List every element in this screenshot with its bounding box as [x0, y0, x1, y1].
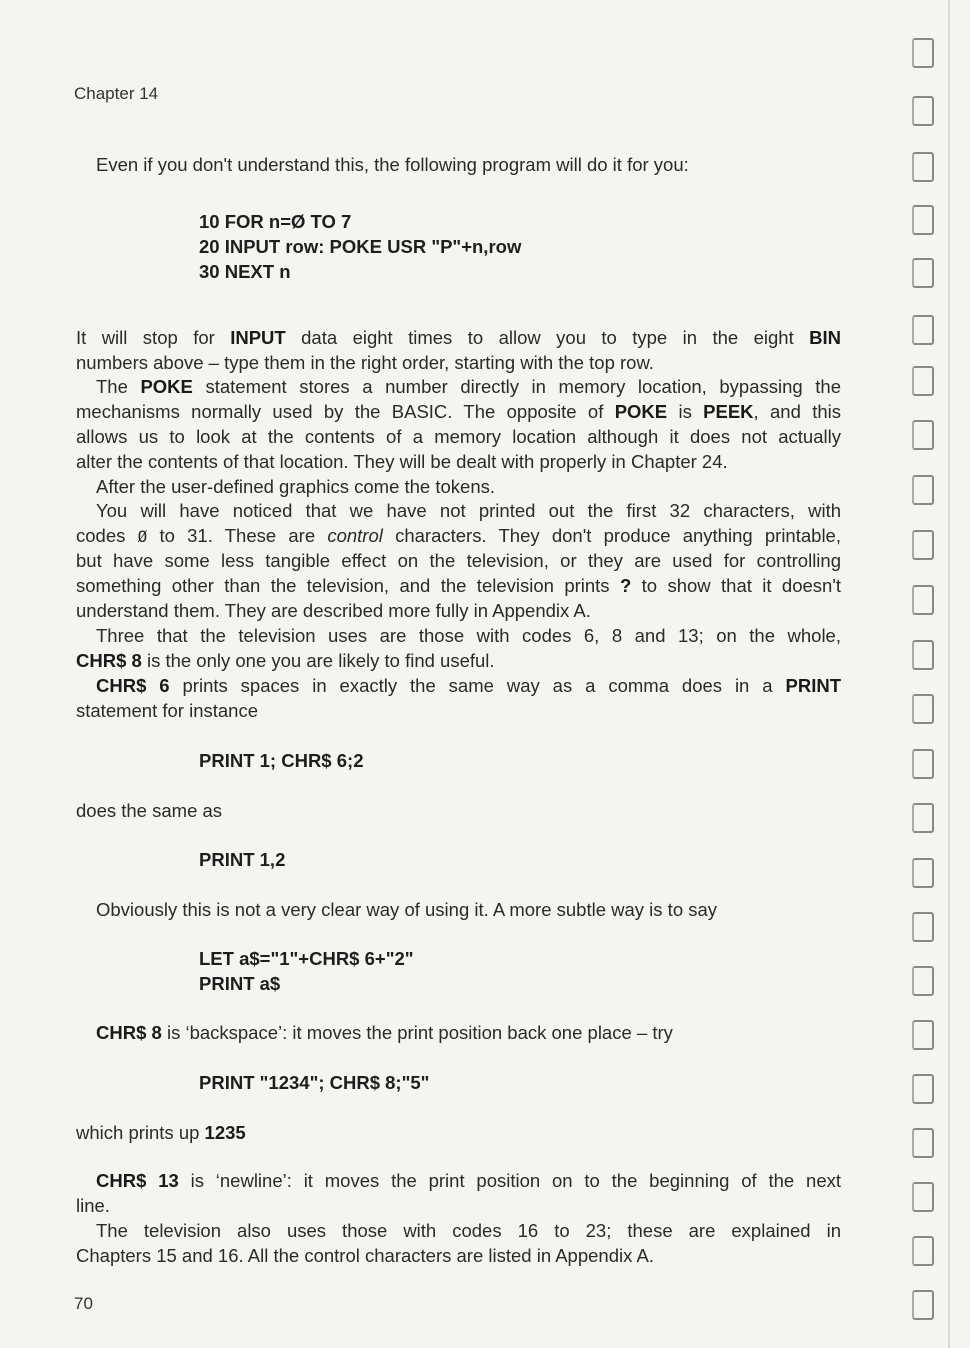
paragraph-television-line2: Chapters 15 and 16. All the control characters are listed in Appendix A.	[76, 1245, 654, 1266]
binding-ring	[912, 475, 934, 505]
text-does-same-as: does the same as	[76, 800, 223, 821]
binding-ring	[912, 912, 934, 942]
binding-ring	[912, 530, 934, 560]
paragraph-poke-line1: The POKE statement stores a number directly in memory location, bypassing the	[96, 376, 841, 397]
binding-ring	[912, 803, 934, 833]
paragraph-chr6-line2: statement for instance	[76, 700, 259, 721]
paragraph-control-line4: something other than the television, and the television prints ? to show that it doesn't	[76, 575, 841, 596]
binding-ring	[912, 966, 934, 996]
binding-ring	[912, 858, 934, 888]
program-line-20: 20 INPUT row: POKE USR "P"+n,row	[199, 236, 522, 257]
paragraph-control-line2: codes Ø to 31. These are control characters. They don't produce anything printable,	[76, 525, 841, 546]
code-let-a: LET a$="1"+CHR$ 6+"2"	[199, 948, 414, 969]
program-line-30: 30 NEXT n	[199, 261, 291, 282]
paragraph-three-line2: CHR$ 8 is the only one you are likely to find useful.	[76, 650, 495, 671]
binding-ring	[912, 38, 934, 68]
page-number: 70	[74, 1294, 93, 1313]
binding-ring	[912, 420, 934, 450]
paragraph-three-line1: Three that the television uses are those with codes 6, 8 and 13; on the whole,	[96, 625, 841, 646]
binding-ring	[912, 1128, 934, 1158]
intro-paragraph: Even if you don't understand this, the following program will do it for you:	[96, 154, 689, 175]
binding-ring	[912, 258, 934, 288]
paragraph-television-line1: The television also uses those with codes 16 to 23; these are explained in	[96, 1220, 841, 1241]
paragraph-poke-line2: mechanisms normally used by the BASIC. The opposite of POKE is PEEK, and this	[76, 401, 842, 422]
paragraph-newline-line2: line.	[76, 1195, 110, 1216]
paragraph-poke-line3: allows us to look at the contents of a memory location although it does not actually	[76, 426, 841, 447]
paragraph-obviously: Obviously this is not a very clear way of using it. A more subtle way is to say	[96, 899, 718, 920]
binding-ring	[912, 315, 934, 345]
paragraph-poke-line4: alter the contents of that location. They will be dealt with properly in Chapter 24.	[76, 451, 728, 472]
paragraph-control-line3: but have some less tangible effect on the television, or they are used for controlling	[76, 550, 841, 571]
binding-ring	[912, 1020, 934, 1050]
binding-ring	[912, 749, 934, 779]
text-prints-1235: which prints up 1235	[76, 1122, 246, 1143]
binding-ring	[912, 585, 934, 615]
binding-ring	[912, 1182, 934, 1212]
binding-ring	[912, 96, 934, 126]
binding-ring	[912, 694, 934, 724]
code-print-comma: PRINT 1,2	[199, 849, 286, 870]
paragraph-tokens: After the user-defined graphics come the tokens.	[96, 476, 495, 497]
code-print-chr6: PRINT 1; CHR$ 6;2	[199, 750, 364, 771]
paragraph-newline-line1: CHR$ 13 is ‘newline’: it moves the print position on to the beginning of the next	[96, 1170, 841, 1191]
code-print-a: PRINT a$	[199, 973, 281, 994]
paragraph-control-line1: You will have noticed that we have not printed out the first 32 characters, with	[96, 500, 841, 521]
chapter-header: Chapter 14	[74, 84, 159, 103]
binding-ring	[912, 1290, 934, 1320]
paragraph-chr6-line1: CHR$ 6 prints spaces in exactly the same way as a comma does in a PRINT	[96, 675, 841, 696]
binding-ring	[912, 152, 934, 182]
binding-ring	[912, 640, 934, 670]
paragraph-input-line1: It will stop for INPUT data eight times to allow you to type in the eight BIN	[76, 327, 842, 348]
paragraph-input-line2: numbers above – type them in the right order, starting with the top row.	[76, 352, 654, 373]
paragraph-control-line5: understand them. They are described more fully in Appendix A.	[76, 600, 591, 621]
paragraph-backspace: CHR$ 8 is ‘backspace’: it moves the print position back one place – try	[96, 1022, 673, 1043]
program-line-10: 10 FOR n=Ø TO 7	[199, 211, 352, 232]
binding-ring	[912, 1236, 934, 1266]
spiral-binding	[900, 0, 970, 1348]
binding-ring	[912, 205, 934, 235]
code-print-backspace: PRINT "1234"; CHR$ 8;"5"	[199, 1072, 430, 1093]
binding-ring	[912, 366, 934, 396]
binding-ring	[912, 1074, 934, 1104]
